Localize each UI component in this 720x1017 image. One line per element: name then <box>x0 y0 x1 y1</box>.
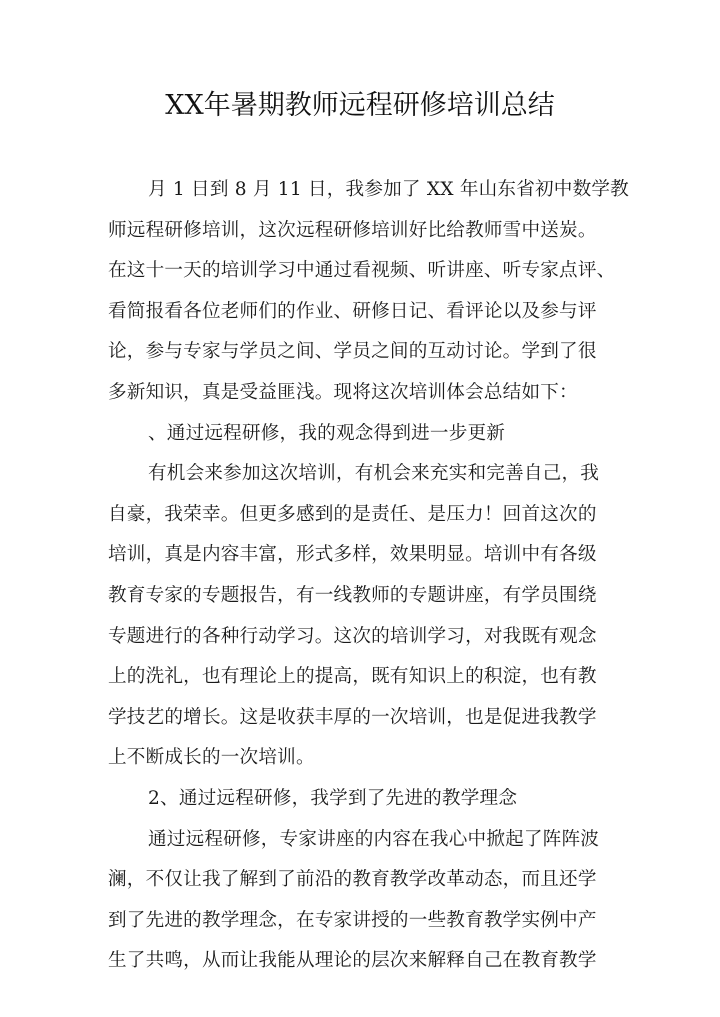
paragraph-line: 多新知识，真是受益匪浅。现将这次培训体会总结如下： <box>108 381 578 403</box>
paragraph-line: 培训，真是内容丰富，形式多样，效果明显。培训中有各级 <box>108 544 597 566</box>
paragraph-line: 到了先进的教学理念，在专家讲授的一些教育教学实例中产 <box>108 909 597 931</box>
paragraph-line: 生了共鸣，从而让我能从理论的层次来解释自己在教育教学 <box>108 950 597 972</box>
paragraph-line: 教育专家的专题报告，有一线教师的专题讲座，有学员围绕 <box>108 584 597 606</box>
paragraph-line: 有机会来参加这次培训，有机会来充实和完善自己，我 <box>148 463 600 485</box>
paragraph-line: 学技艺的增长。这是收获丰厚的一次培训，也是促进我教学 <box>108 706 597 728</box>
section-heading: 2、通过远程研修，我学到了先进的教学理念 <box>148 787 518 809</box>
document-body <box>108 170 629 982</box>
document-title: XX年暑期教师远程研修培训总结 <box>165 90 555 121</box>
paragraph-line: 上不断成长的一次培训。 <box>108 747 315 769</box>
paragraph-line: 论，参与专家与学员之间、学员之间的互动讨论。学到了很 <box>108 341 597 363</box>
paragraph-line: 澜，不仅让我了解到了前沿的教育教学改革动态，而且还学 <box>108 869 597 891</box>
paragraph-line: 上的洗礼，也有理论上的提高，既有知识上的积淀，也有教 <box>108 666 597 688</box>
paragraph-line: 专题进行的各种行动学习。这次的培训学习，对我既有观念 <box>108 625 597 647</box>
paragraph-line: 师远程研修培训，这次远程研修培训好比给教师雪中送炭。 <box>108 219 597 241</box>
paragraph-line: 月 1 日到 8 月 11 日，我参加了 XX 年山东省初中数学教 <box>148 179 629 200</box>
paragraph-line: 通过远程研修，专家讲座的内容在我心中掀起了阵阵波 <box>148 828 600 850</box>
paragraph-line: 自豪，我荣幸。但更多感到的是责任、是压力！回首这次的 <box>108 503 597 525</box>
section-heading: 、通过远程研修，我的观念得到进一步更新 <box>148 422 506 444</box>
paragraph-line: 看简报看各位老师们的作业、研修日记、看评论以及参与评 <box>108 300 597 322</box>
paragraph-line: 在这十一天的培训学习中通过看视频、听讲座、听专家点评、 <box>108 260 616 282</box>
